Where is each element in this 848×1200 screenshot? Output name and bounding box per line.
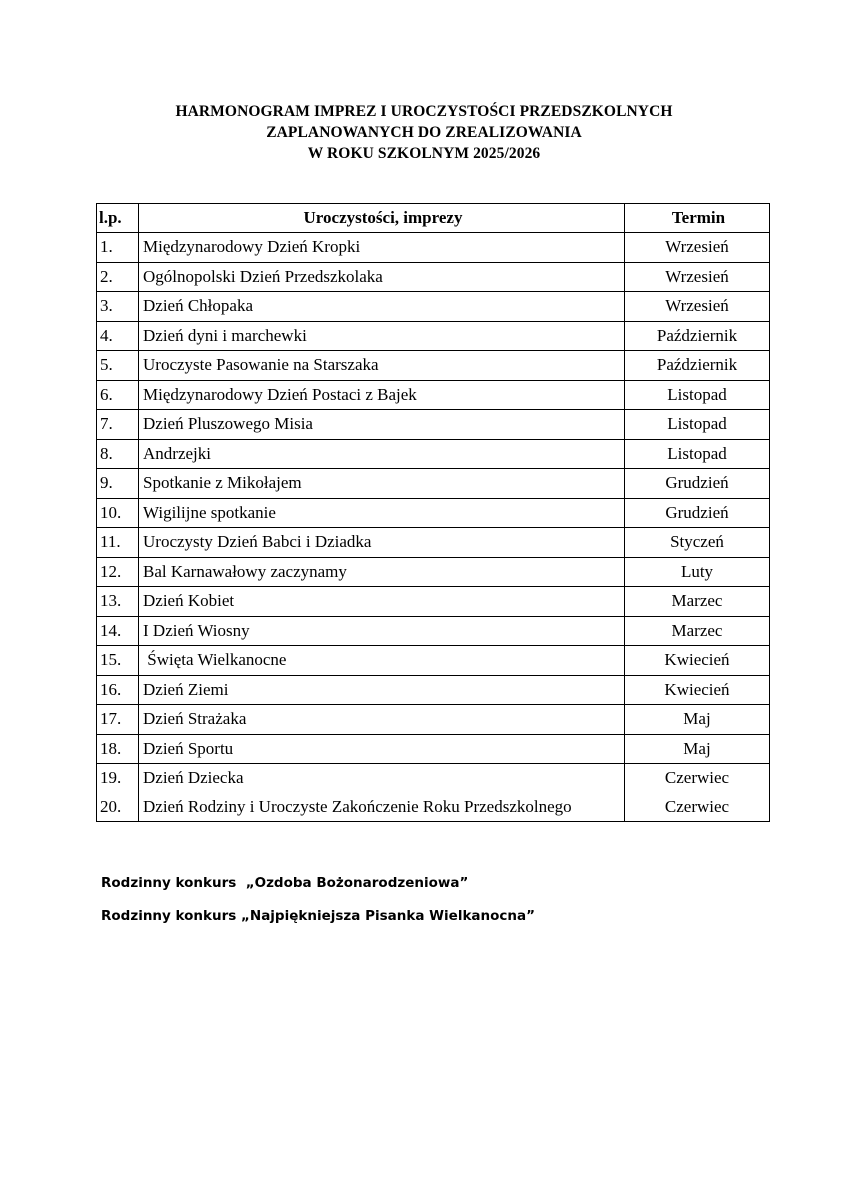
table-row (97, 675, 770, 705)
row-event: Uroczysty Dzień Babci i Dziadka (139, 528, 625, 558)
heading-line-1: HARMONOGRAM IMPREZ I UROCZYSTOŚCI PRZEDSZKOLNYCH (175, 103, 673, 120)
row-event: Spotkanie z Mikołajem (139, 469, 625, 499)
row-term: Listopad (625, 380, 770, 410)
row-event: Dzień dyni i marchewki (139, 321, 625, 351)
row-term: Grudzień (625, 498, 770, 528)
row-number: 5. (97, 351, 139, 381)
row-term: Luty (625, 557, 770, 587)
table-row (97, 616, 770, 646)
row-term: Marzec (625, 616, 770, 646)
table-row (97, 557, 770, 587)
row-term: Wrzesień (625, 292, 770, 322)
row-number: 14. (97, 616, 139, 646)
row-number: 8. (97, 439, 139, 469)
row-event: I Dzień Wiosny (139, 616, 625, 646)
row-number: 20. (97, 793, 139, 822)
row-number: 2. (97, 262, 139, 292)
row-event: Wigilijne spotkanie (139, 498, 625, 528)
table-header-row (97, 204, 770, 233)
row-event: Dzień Dziecka (139, 764, 625, 793)
heading-line-2: ZAPLANOWANYCH DO ZREALIZOWANIA (266, 124, 582, 141)
table-row (97, 528, 770, 558)
row-event: Andrzejki (139, 439, 625, 469)
table-row (97, 351, 770, 381)
contest-easter-egg: Rodzinny konkurs „Najpiękniejsza Pisanka Wielkanocna” (101, 908, 536, 924)
row-term: Grudzień (625, 469, 770, 499)
row-event: Dzień Sportu (139, 734, 625, 764)
row-number: 4. (97, 321, 139, 351)
row-term: Styczeń (625, 528, 770, 558)
row-number: 7. (97, 410, 139, 440)
row-event: Dzień Ziemi (139, 675, 625, 705)
table-row (97, 233, 770, 263)
row-term: Maj (625, 734, 770, 764)
row-number: 19. (97, 764, 139, 793)
table-row (97, 587, 770, 617)
table-row (97, 262, 770, 292)
table-row (97, 439, 770, 469)
table-row (97, 734, 770, 764)
row-term: Wrzesień (625, 262, 770, 292)
row-term: Październik (625, 321, 770, 351)
row-term: Listopad (625, 410, 770, 440)
header-term: Termin (625, 204, 770, 233)
row-term: Czerwiec (625, 764, 770, 793)
row-number: 17. (97, 705, 139, 735)
row-term: Maj (625, 705, 770, 735)
row-term: Wrzesień (625, 233, 770, 263)
table-row (97, 469, 770, 499)
row-term: Marzec (625, 587, 770, 617)
table-row (97, 498, 770, 528)
row-term: Listopad (625, 439, 770, 469)
row-number: 16. (97, 675, 139, 705)
events-schedule-table (96, 203, 770, 822)
header-lp: l.p. (97, 204, 139, 233)
row-term: Kwiecień (625, 646, 770, 676)
row-event: Dzień Chłopaka (139, 292, 625, 322)
table-row (97, 705, 770, 735)
row-event: Bal Karnawałowy zaczynamy (139, 557, 625, 587)
table-row (97, 646, 770, 676)
row-term: Kwiecień (625, 675, 770, 705)
row-event: Święta Wielkanocne (139, 646, 625, 676)
row-event: Dzień Strażaka (139, 705, 625, 735)
table-row (97, 380, 770, 410)
row-term: Czerwiec (625, 793, 770, 822)
header-event: Uroczystości, imprezy (139, 204, 625, 233)
table-row (97, 793, 770, 822)
row-number: 11. (97, 528, 139, 558)
row-event: Dzień Kobiet (139, 587, 625, 617)
row-number: 9. (97, 469, 139, 499)
family-contests (101, 874, 535, 925)
row-number: 18. (97, 734, 139, 764)
row-number: 12. (97, 557, 139, 587)
row-event: Dzień Pluszowego Misia (139, 410, 625, 440)
contest-christmas-ornament: Rodzinny konkurs „Ozdoba Bożonarodzeniowa” (101, 875, 469, 891)
row-event: Uroczyste Pasowanie na Starszaka (139, 351, 625, 381)
row-number: 3. (97, 292, 139, 322)
row-event: Międzynarodowy Dzień Kropki (139, 233, 625, 263)
heading-line-3: W ROKU SZKOLNYM 2025/2026 (307, 145, 541, 162)
table-row (97, 410, 770, 440)
row-event: Międzynarodowy Dzień Postaci z Bajek (139, 380, 625, 410)
row-term: Październik (625, 351, 770, 381)
row-number: 6. (97, 380, 139, 410)
table-row (97, 321, 770, 351)
row-event: Ogólnopolski Dzień Przedszkolaka (139, 262, 625, 292)
row-number: 15. (97, 646, 139, 676)
table-row (97, 292, 770, 322)
row-number: 10. (97, 498, 139, 528)
table-row (97, 764, 770, 793)
row-number: 13. (97, 587, 139, 617)
row-event: Dzień Rodziny i Uroczyste Zakończenie Roku Przedszkolnego (139, 793, 625, 822)
row-number: 1. (97, 233, 139, 263)
document-heading (0, 101, 848, 164)
